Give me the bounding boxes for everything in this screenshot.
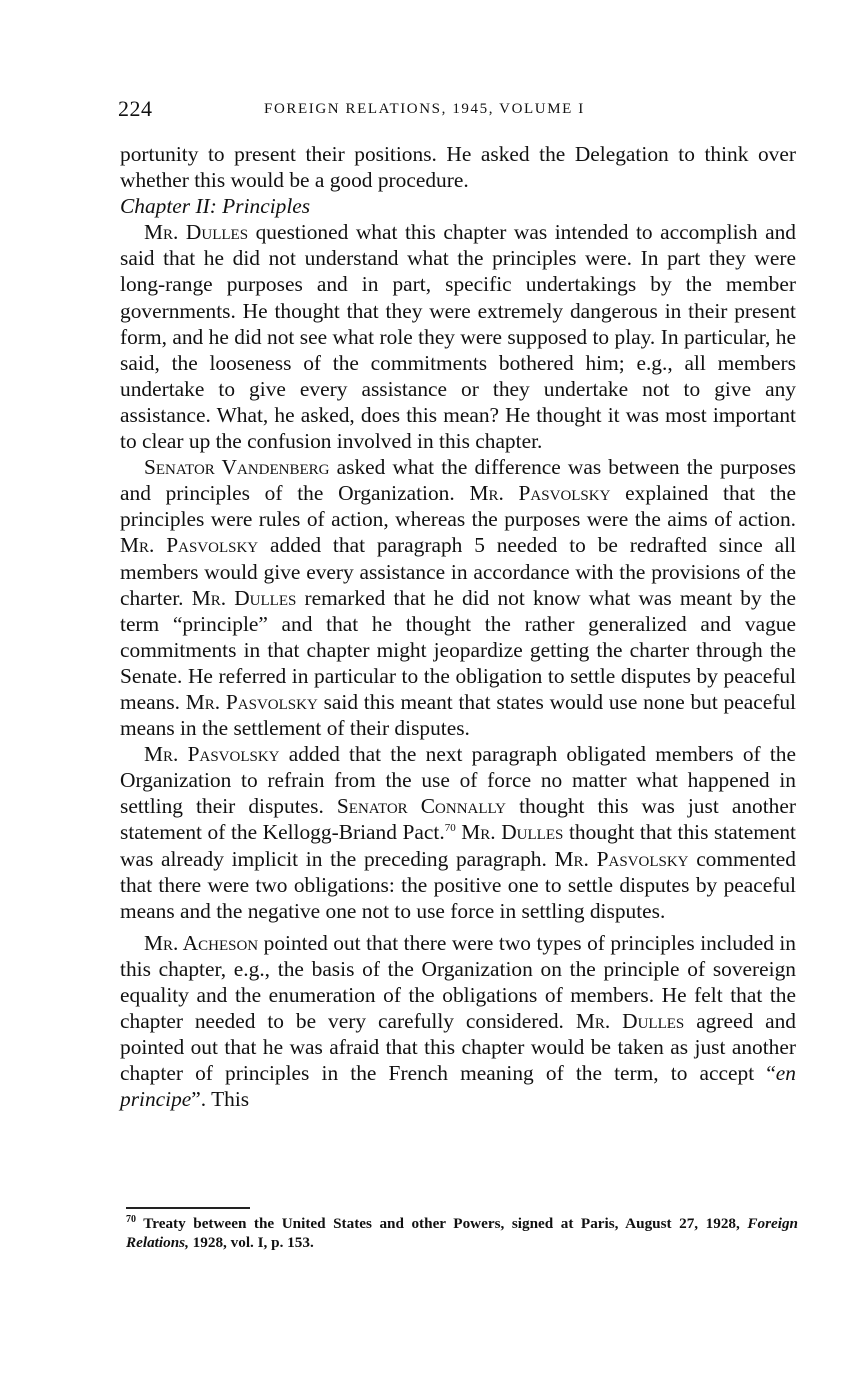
speaker-name: Mr. Dulles (461, 820, 564, 845)
speaker-name: Mr. Pasvolsky (144, 742, 280, 767)
paragraph-text: said this meant that states would use none but peaceful means in the settlement of their disputes. (120, 689, 796, 741)
paragraph-text: questioned what this chapter was intended to accomplish and said that he did not understand what the principles were. In part they were long-range purposes and in part, specific undertakings by the member governments. He thought that they were extremely dangerous in their present form, and he did not see what role they were supposed to play. In particular, he said, the looseness of the commitments bothered him; e.g., all members undertake to give every assistance or they undertake not to give any assistance. What, he asked, does this mean? He thought it was most important to clear up the confusion involved in this chapter. (120, 220, 796, 454)
speaker-name: Senator Connally (336, 794, 507, 819)
paragraph-text: thought this was just another statement of the Kellogg-Briand Pact. (120, 794, 796, 845)
paragraph-text: added that the next paragraph obligated members of the Organization to refrain from the use of force no matter what happened in settling their disputes. (120, 742, 796, 819)
paragraph-text: ”. This (191, 1087, 250, 1112)
footnote-marker: 70 (126, 1213, 136, 1225)
body-text (120, 141, 796, 1112)
paragraph-text: asked what the difference was between the purposes and principles of the Organization. (120, 455, 797, 506)
running-head: FOREIGN RELATIONS, 1945, VOLUME I (264, 101, 585, 117)
page-header (118, 96, 798, 126)
paragraph-text: commented that there were two obligations: the positive one to settle disputes by peaceful means and the negative one not to use force in settling disputes. (120, 846, 796, 923)
paragraph-continued (120, 141, 796, 193)
paragraph-dulles-questions (120, 219, 796, 454)
speaker-name: Mr. Dulles (575, 1009, 685, 1034)
italic-phrase: en principe (120, 1061, 796, 1112)
paragraph-text: portunity to present their positions. He asked the Delegation to think over whether this would be a good procedure. (120, 142, 796, 193)
speaker-name: Senator Vandenberg (144, 455, 330, 480)
speaker-name: Mr. Pasvolsky (185, 689, 318, 714)
paragraph-vandenberg-asks (120, 454, 796, 741)
paragraph-pasvolsky-adds (120, 741, 796, 924)
paragraph-text: explained that the principles were rules of action, whereas the purposes were the aims of action. (120, 481, 796, 532)
footnote-reference[interactable]: 70 (444, 822, 456, 835)
footnote-text: 1928, vol. I, p. 153. (188, 1234, 314, 1251)
speaker-name: Mr. Pasvolsky (469, 481, 611, 506)
footnote-divider (126, 1207, 250, 1209)
paragraph-text: thought that this statement was already implicit in the preceding paragraph. (120, 820, 796, 871)
speaker-name: Mr. Pasvolsky (120, 533, 259, 558)
footnote (126, 1214, 798, 1252)
chapter-heading: Chapter II: Principles (120, 194, 311, 219)
speaker-name: Mr. Pasvolsky (554, 846, 689, 871)
paragraph-text: remarked that he did not know what was meant by the term “principle” and that he thought the rather generalized and vague commitments in that chapter might jeopardize getting the charter through the Senate. He referred in particular to the obligation to settle disputes by peaceful means. (120, 585, 796, 714)
paragraph-text: added that paragraph 5 needed to be redrafted since all members would give every assistance in accordance with the provisions of the charter. (120, 533, 796, 610)
speaker-name: Mr. Dulles (191, 585, 297, 610)
paragraph-acheson-points (120, 930, 796, 1113)
footnote-text: Treaty between the United States and other Powers, signed at Paris, August 27, 1928, (136, 1215, 748, 1232)
page-number: 224 (118, 96, 153, 121)
speaker-name: Mr. Dulles (144, 220, 249, 245)
footnote-italic: Foreign Relations, (126, 1215, 798, 1251)
paragraph-text: agreed and pointed out that he was afraid that this chapter would be taken as just another chapter of principles in the French meaning of the term, to accept “ (120, 1009, 796, 1086)
paragraph-text: pointed out that there were two types of principles included in this chapter, e.g., the basis of the Organization on the principle of sovereign equality and the enumeration of the obligations of members. He felt that the chapter needed to be very carefully considered. (120, 930, 797, 1034)
speaker-name: Mr. Acheson (144, 930, 259, 955)
